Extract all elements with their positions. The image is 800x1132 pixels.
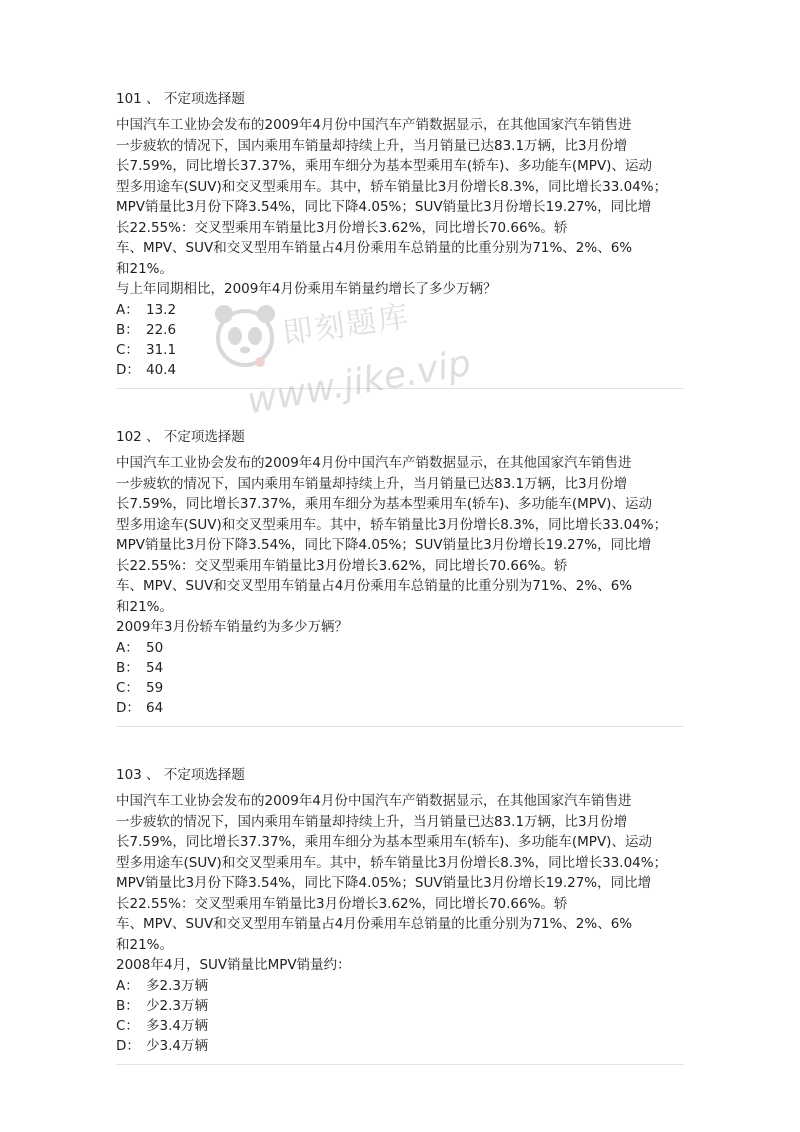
option-c[interactable]	[116, 340, 688, 360]
option-letter: C：	[116, 1017, 139, 1034]
question-stem	[116, 115, 688, 279]
option-a[interactable]	[116, 976, 688, 996]
option-letter: A：	[116, 977, 139, 994]
stem-line: 型多用途车(SUV)和交叉型乘用车。其中，轿车销量比3月份增长8.3%，同比增长33.04%；	[116, 854, 668, 871]
question-header	[116, 89, 688, 109]
option-letter: B：	[116, 659, 139, 676]
question-103	[116, 765, 688, 1056]
option-letter: D：	[116, 361, 140, 378]
option-d[interactable]	[116, 698, 688, 718]
question-101	[116, 89, 688, 380]
option-letter: A：	[116, 301, 139, 318]
option-list	[116, 300, 688, 380]
option-letter: B：	[116, 997, 139, 1014]
option-letter: A：	[116, 639, 139, 656]
stem-line: 型多用途车(SUV)和交叉型乘用车。其中，轿车销量比3月份增长8.3%，同比增长33.04%；	[116, 516, 668, 533]
option-c[interactable]	[116, 1016, 688, 1036]
question-prompt: 2008年4月，SUV销量比MPV销量约：	[116, 957, 351, 973]
question-separator: 、	[146, 767, 160, 783]
stem-line: 和21%。	[116, 598, 174, 615]
stem-line: 和21%。	[116, 936, 174, 953]
stem-line: 长22.55%：交叉型乘用车销量比3月份增长3.62%，同比增长70.66%。轿	[116, 895, 568, 912]
stem-line: 一步疲软的情况下，国内乘用车销量却持续上升，当月销量已达83.1万辆，比3月份增	[116, 813, 628, 830]
option-text: 22.6	[146, 321, 177, 338]
option-letter: D：	[116, 1037, 140, 1054]
stem-line: 一步疲软的情况下，国内乘用车销量却持续上升，当月销量已达83.1万辆，比3月份增	[116, 475, 628, 492]
stem-line: 长7.59%，同比增长37.37%，乘用车细分为基本型乘用车(轿车)、多功能车(MPV)、运动	[116, 158, 652, 174]
option-b[interactable]	[116, 996, 688, 1016]
stem-line: 型多用途车(SUV)和交叉型乘用车。其中，轿车销量比3月份增长8.3%，同比增长33.04%；	[116, 178, 668, 195]
stem-line: MPV销量比3月份下降3.54%，同比下降4.05%；SUV销量比3月份增长19.27%，同比增	[116, 875, 652, 891]
option-a[interactable]	[116, 638, 688, 658]
option-letter: C：	[116, 679, 139, 696]
question-stem	[116, 791, 688, 955]
option-text: 54	[146, 659, 164, 676]
question-stem	[116, 453, 688, 617]
question-header	[116, 427, 688, 447]
stem-line: 车、MPV、SUV和交叉型用车销量占4月份乘用车总销量的比重分别为71%、2%、6%	[116, 240, 633, 256]
question-102	[116, 427, 688, 718]
question-type: 不定项选择题	[163, 91, 245, 107]
question-divider	[116, 388, 684, 389]
question-separator: 、	[146, 429, 160, 445]
watermark-brand: 即刻题库	[280, 299, 413, 352]
question-separator: 、	[146, 91, 160, 107]
option-text: 多3.4万辆	[146, 1017, 208, 1034]
option-text: 59	[146, 679, 164, 696]
option-letter: B：	[116, 321, 139, 338]
option-b[interactable]	[116, 658, 688, 678]
option-text: 多2.3万辆	[146, 977, 208, 994]
stem-line: 中国汽车工业协会发布的2009年4月份中国汽车产销数据显示，在其他国家汽车销售进	[116, 455, 632, 471]
option-d[interactable]	[116, 360, 688, 380]
question-divider	[116, 1064, 684, 1065]
question-number: 102	[116, 429, 142, 445]
option-text: 40.4	[146, 361, 177, 378]
question-prompt: 与上年同期相比，2009年4月份乘用车销量约增长了多少万辆？	[116, 281, 497, 297]
stem-line: 长7.59%，同比增长37.37%，乘用车细分为基本型乘用车(轿车)、多功能车(MPV)、运动	[116, 834, 652, 850]
question-number: 103	[116, 767, 142, 783]
option-text: 64	[146, 699, 164, 716]
question-divider	[116, 726, 684, 727]
stem-line: MPV销量比3月份下降3.54%，同比下降4.05%；SUV销量比3月份增长19.27%，同比增	[116, 537, 652, 553]
option-d[interactable]	[116, 1036, 688, 1056]
stem-line: 长7.59%，同比增长37.37%，乘用车细分为基本型乘用车(轿车)、多功能车(MPV)、运动	[116, 496, 652, 512]
stem-line: 车、MPV、SUV和交叉型用车销量占4月份乘用车总销量的比重分别为71%、2%、6%	[116, 916, 633, 932]
stem-line: 和21%。	[116, 260, 174, 277]
option-text: 13.2	[146, 301, 177, 318]
option-list	[116, 976, 688, 1056]
question-number: 101	[116, 91, 142, 107]
option-b[interactable]	[116, 320, 688, 340]
question-header	[116, 765, 688, 785]
option-c[interactable]	[116, 678, 688, 698]
option-text: 50	[146, 639, 164, 656]
option-text: 31.1	[146, 341, 177, 358]
option-letter: C：	[116, 341, 139, 358]
option-text: 少2.3万辆	[146, 997, 208, 1014]
stem-line: 中国汽车工业协会发布的2009年4月份中国汽车产销数据显示，在其他国家汽车销售进	[116, 793, 632, 809]
option-letter: D：	[116, 699, 140, 716]
stem-line: MPV销量比3月份下降3.54%，同比下降4.05%；SUV销量比3月份增长19.27%，同比增	[116, 199, 652, 215]
stem-line: 车、MPV、SUV和交叉型用车销量占4月份乘用车总销量的比重分别为71%、2%、6%	[116, 578, 633, 594]
stem-line: 长22.55%：交叉型乘用车销量比3月份增长3.62%，同比增长70.66%。轿	[116, 219, 568, 236]
watermark-url: www.jike.vip	[244, 342, 474, 423]
question-type: 不定项选择题	[163, 429, 245, 445]
stem-line: 中国汽车工业协会发布的2009年4月份中国汽车产销数据显示，在其他国家汽车销售进	[116, 117, 632, 133]
question-prompt: 2009年3月份轿车销量约为多少万辆？	[116, 619, 348, 635]
stem-line: 一步疲软的情况下，国内乘用车销量却持续上升，当月销量已达83.1万辆，比3月份增	[116, 137, 628, 154]
question-type: 不定项选择题	[163, 767, 245, 783]
stem-line: 长22.55%：交叉型乘用车销量比3月份增长3.62%，同比增长70.66%。轿	[116, 557, 568, 574]
option-list	[116, 638, 688, 718]
option-a[interactable]	[116, 300, 688, 320]
option-text: 少3.4万辆	[146, 1037, 208, 1054]
